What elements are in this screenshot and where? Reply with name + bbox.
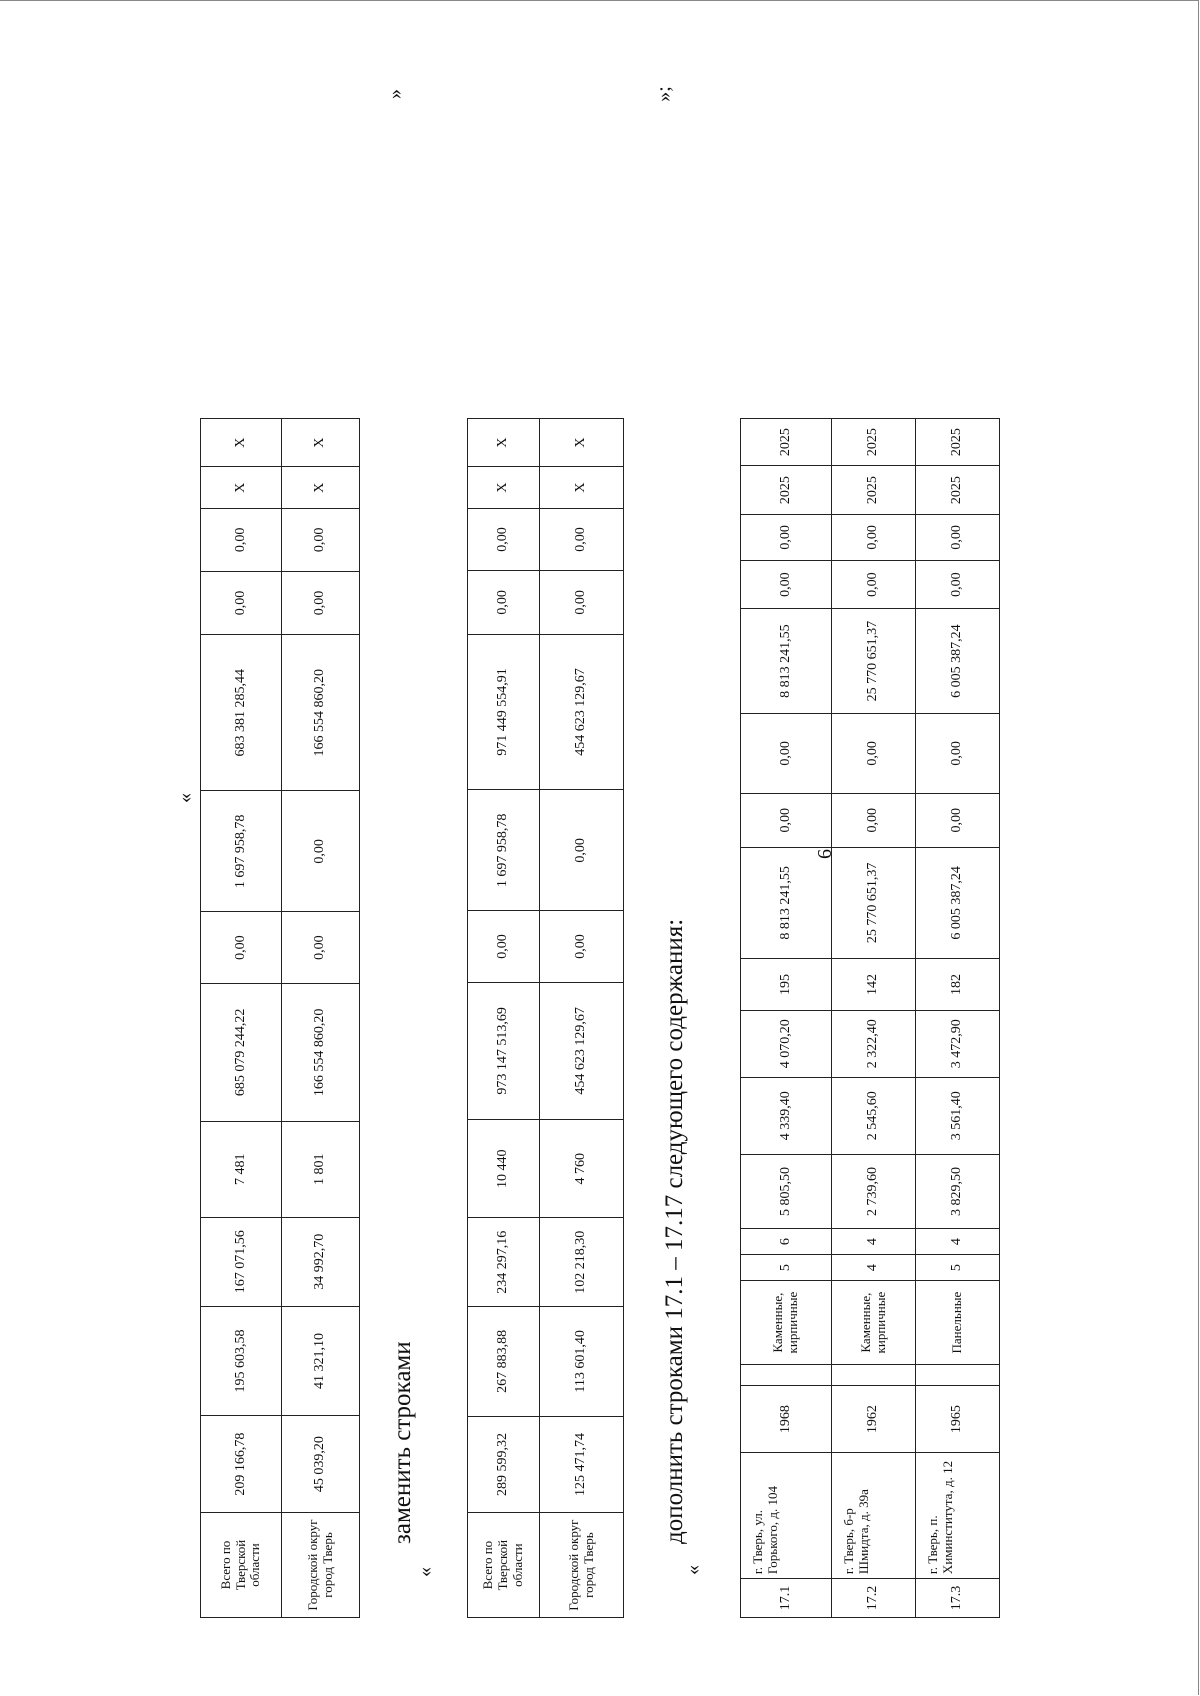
- table-cell: 17.3: [916, 1579, 1000, 1618]
- table-cell: 6 005 387,24: [916, 609, 1000, 714]
- table-add: [740, 418, 1000, 1618]
- table-cell: 182: [916, 959, 1000, 1011]
- table-cell: 2 545,60: [832, 1077, 916, 1154]
- table-cell: Каменные, кирпичные: [832, 1281, 916, 1365]
- table-cell: 6: [741, 1229, 832, 1255]
- table-row: [201, 419, 282, 1618]
- table-cell: 0,00: [741, 560, 832, 609]
- table-cell: 195 603,58: [201, 1306, 282, 1416]
- table-cell: 125 471,74: [540, 1416, 624, 1513]
- table-cell: 0,00: [540, 790, 624, 911]
- table-cell: 5 805,50: [741, 1154, 832, 1229]
- table-cell: 1968: [741, 1386, 832, 1452]
- table-cell: Всего по Тверской области: [468, 1513, 540, 1618]
- table-cell: г. Тверь, п. Химинститута, д. 12: [916, 1452, 1000, 1578]
- table-cell: X: [540, 419, 624, 467]
- table-cell: 142: [832, 959, 916, 1011]
- table-cell: X: [468, 419, 540, 467]
- table-cell: X: [282, 467, 360, 509]
- table-cell: 2 739,60: [832, 1154, 916, 1229]
- table-cell: 2025: [916, 466, 1000, 515]
- table-cell: 0,00: [741, 713, 832, 793]
- table-cell: 166 554 860,20: [282, 635, 360, 791]
- table-cell: 2 322,40: [832, 1010, 916, 1077]
- table-cell: 2025: [832, 419, 916, 466]
- table-cell: 0,00: [540, 571, 624, 635]
- table-cell: 7 481: [201, 1121, 282, 1217]
- table-cell: Каменные, кирпичные: [741, 1281, 832, 1365]
- table-new: [467, 418, 624, 1618]
- table-cell: 0,00: [832, 793, 916, 847]
- caption-add: дополнить строками 17.1 – 17.17 следующего содержания:: [661, 918, 688, 1544]
- table-cell: 0,00: [468, 508, 540, 570]
- table-cell: 209 166,78: [201, 1416, 282, 1513]
- table-cell: Городской округ город Тверь: [540, 1513, 624, 1618]
- table-cell: 0,00: [832, 514, 916, 560]
- close-quote-semicolon: »;: [652, 86, 675, 102]
- table-new-rows: [467, 418, 624, 1618]
- table-cell: 0,00: [282, 791, 360, 912]
- table-cell: 45 039,20: [282, 1416, 360, 1513]
- table-cell: 289 599,32: [468, 1416, 540, 1513]
- table-cell: 17.2: [832, 1579, 916, 1618]
- table-cell: 1962: [832, 1386, 916, 1452]
- table-cell: 971 449 554,91: [468, 634, 540, 790]
- table-cell: 1 697 958,78: [201, 791, 282, 912]
- open-quote-3: «: [682, 1565, 704, 1575]
- table-cell: 0,00: [916, 514, 1000, 560]
- table-cell: 5: [741, 1254, 832, 1280]
- close-quote-1: »: [384, 89, 406, 99]
- open-quote-1: «: [174, 793, 196, 803]
- table-cell: 4: [832, 1229, 916, 1255]
- table-cell: 8 813 241,55: [741, 609, 832, 714]
- table-cell: 0,00: [916, 713, 1000, 793]
- table-cell: 0,00: [540, 911, 624, 982]
- table-cell: 2025: [741, 419, 832, 466]
- table-cell: 2025: [741, 466, 832, 515]
- table-cell: 3 829,50: [916, 1154, 1000, 1229]
- table-cell: г. Тверь, ул. Горького, д. 104: [741, 1452, 832, 1578]
- table-cell: 102 218,30: [540, 1218, 624, 1307]
- table-cell: 25 770 651,37: [832, 847, 916, 959]
- table-row: [832, 419, 916, 1618]
- table-row: [540, 419, 624, 1618]
- table-cell: 195: [741, 959, 832, 1011]
- table-row: [468, 419, 540, 1618]
- table-cell: 0,00: [282, 571, 360, 635]
- table-cell: X: [201, 467, 282, 509]
- table-cell: 973 147 513,69: [468, 982, 540, 1120]
- table-cell: Всего по Тверской области: [201, 1513, 282, 1618]
- table-cell: 3 561,40: [916, 1077, 1000, 1154]
- table-cell: 167 071,56: [201, 1217, 282, 1306]
- table-cell: 267 883,88: [468, 1307, 540, 1416]
- table-cell: 0,00: [832, 560, 916, 609]
- table-cell: 10 440: [468, 1120, 540, 1218]
- table-cell: 8 813 241,55: [741, 847, 832, 959]
- table-old: [200, 418, 360, 1618]
- table-cell: Городской округ город Тверь: [282, 1513, 360, 1618]
- table-cell: 4: [916, 1229, 1000, 1255]
- table-cell: [832, 1364, 916, 1386]
- table-cell: 454 623 129,67: [540, 634, 624, 790]
- table-cell: 6 005 387,24: [916, 847, 1000, 959]
- table-cell: 0,00: [741, 793, 832, 847]
- table-cell: 2025: [832, 466, 916, 515]
- table-cell: 683 381 285,44: [201, 635, 282, 791]
- table-cell: 4 339,40: [741, 1077, 832, 1154]
- table-cell: X: [468, 467, 540, 509]
- table-cell: 4: [832, 1254, 916, 1280]
- table-cell: 0,00: [832, 713, 916, 793]
- table-cell: 25 770 651,37: [832, 609, 916, 714]
- table-cell: 685 079 244,22: [201, 983, 282, 1121]
- table-cell: г. Тверь, б-р Шмидта, д. 39а: [832, 1452, 916, 1578]
- table-cell: 4 760: [540, 1120, 624, 1218]
- table-cell: 0,00: [741, 514, 832, 560]
- table-cell: 3 472,90: [916, 1010, 1000, 1077]
- table-cell: 2025: [916, 419, 1000, 466]
- table-cell: 0,00: [916, 560, 1000, 609]
- table-cell: 5: [916, 1254, 1000, 1280]
- page-number: 6: [814, 849, 836, 859]
- table-cell: 0,00: [201, 912, 282, 984]
- table-cell: [741, 1364, 832, 1386]
- table-cell: 0,00: [468, 911, 540, 982]
- table-cell: 166 554 860,20: [282, 983, 360, 1121]
- open-quote-2: «: [414, 1567, 436, 1577]
- table-cell: X: [201, 419, 282, 467]
- table-row: [282, 419, 360, 1618]
- table-cell: 454 623 129,67: [540, 982, 624, 1120]
- table-cell: 0,00: [201, 571, 282, 635]
- table-cell: 34 992,70: [282, 1217, 360, 1306]
- table-cell: 41 321,10: [282, 1306, 360, 1416]
- table-cell: 17.1: [741, 1579, 832, 1618]
- table-add-rows: [740, 418, 1000, 1618]
- table-cell: 113 601,40: [540, 1307, 624, 1416]
- caption-replace: заменить строками: [389, 1341, 416, 1544]
- table-cell: X: [540, 467, 624, 509]
- table-cell: 0,00: [201, 509, 282, 571]
- table-cell: Панельные: [916, 1281, 1000, 1365]
- table-cell: [916, 1364, 1000, 1386]
- table-cell: 0,00: [468, 571, 540, 635]
- table-row: [741, 419, 832, 1618]
- table-cell: 4 070,20: [741, 1010, 832, 1077]
- table-cell: X: [282, 419, 360, 467]
- table-cell: 0,00: [916, 793, 1000, 847]
- table-cell: 1 697 958,78: [468, 790, 540, 911]
- table-cell: 234 297,16: [468, 1218, 540, 1307]
- table-cell: 0,00: [540, 508, 624, 570]
- table-cell: 1 801: [282, 1121, 360, 1217]
- table-cell: 1965: [916, 1386, 1000, 1452]
- table-old-rows: [200, 418, 360, 1618]
- table-cell: 0,00: [282, 509, 360, 571]
- table-cell: 0,00: [282, 912, 360, 984]
- table-row: [916, 419, 1000, 1618]
